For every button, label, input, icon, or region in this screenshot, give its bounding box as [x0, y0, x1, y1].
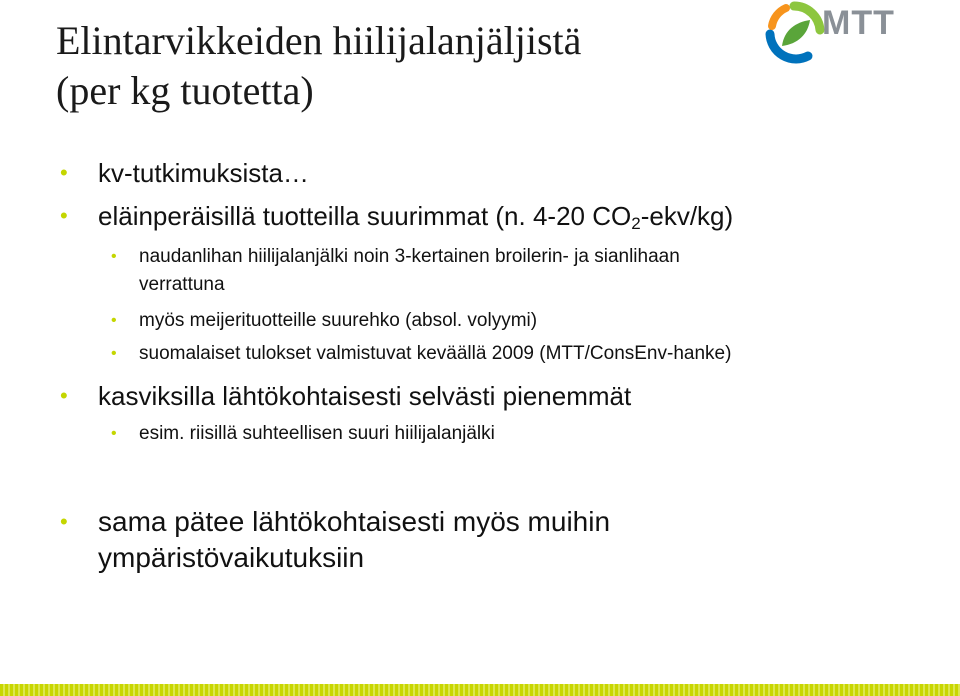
co2-subscript: 2 — [631, 214, 641, 233]
subbullet-text: suomalaiset tulokset valmistuvat keväällä 2009 (MTT/ConsEnv-hanke) — [139, 343, 732, 364]
subbullet-meijeri — [139, 308, 537, 334]
logo-text: MTT — [822, 4, 895, 42]
bullet-text: sama pätee lähtökohtaisesti myös muihin — [98, 506, 611, 537]
slide-title-line2: (per kg tuotetta) — [56, 68, 314, 113]
bullet-sama-patee — [98, 504, 610, 540]
subbullet-text: myös meijerituotteille suurehko (absol. volyymi) — [139, 310, 538, 331]
subbullet-naudanlihan — [139, 244, 680, 270]
slide-title-line1: Elintarvikkeiden hiilijalanjäljistä — [56, 18, 582, 63]
bullet-kv-tutkimuksista — [98, 157, 309, 189]
subbullet-text: esim. riisillä suhteellisen suuri hiilijalanjälki — [139, 423, 495, 444]
bullet-text-cont: ympäristövaikutuksiin — [98, 542, 365, 573]
footer-accent-bar — [0, 684, 960, 696]
subbullet-text-cont: verrattuna — [139, 274, 225, 295]
bullet-elainperaisilla — [98, 200, 733, 232]
bullet-text: kv-tutkimuksista… — [98, 158, 309, 188]
bullet-text-post: -ekv/kg) — [640, 201, 734, 231]
subbullet-suomalaiset — [139, 341, 731, 367]
slide-title — [56, 16, 581, 116]
bullet-kasviksilla — [98, 380, 631, 412]
bullet-text-pre: eläinperäisillä tuotteilla suurimmat (n. 4-20 CO — [98, 201, 632, 231]
subbullet-text: naudanlihan hiilijalanjälki noin 3-kertainen broilerin- ja sianlihaan — [139, 246, 680, 267]
mtt-logo — [762, 0, 922, 64]
subbullet-naudanlihan-cont — [139, 272, 225, 298]
mtt-leaf-logo-icon — [762, 0, 826, 64]
subbullet-riisi — [139, 421, 495, 447]
bullet-sama-patee-cont — [98, 540, 364, 576]
bullet-text: kasviksilla lähtökohtaisesti selvästi pienemmät — [98, 381, 632, 411]
